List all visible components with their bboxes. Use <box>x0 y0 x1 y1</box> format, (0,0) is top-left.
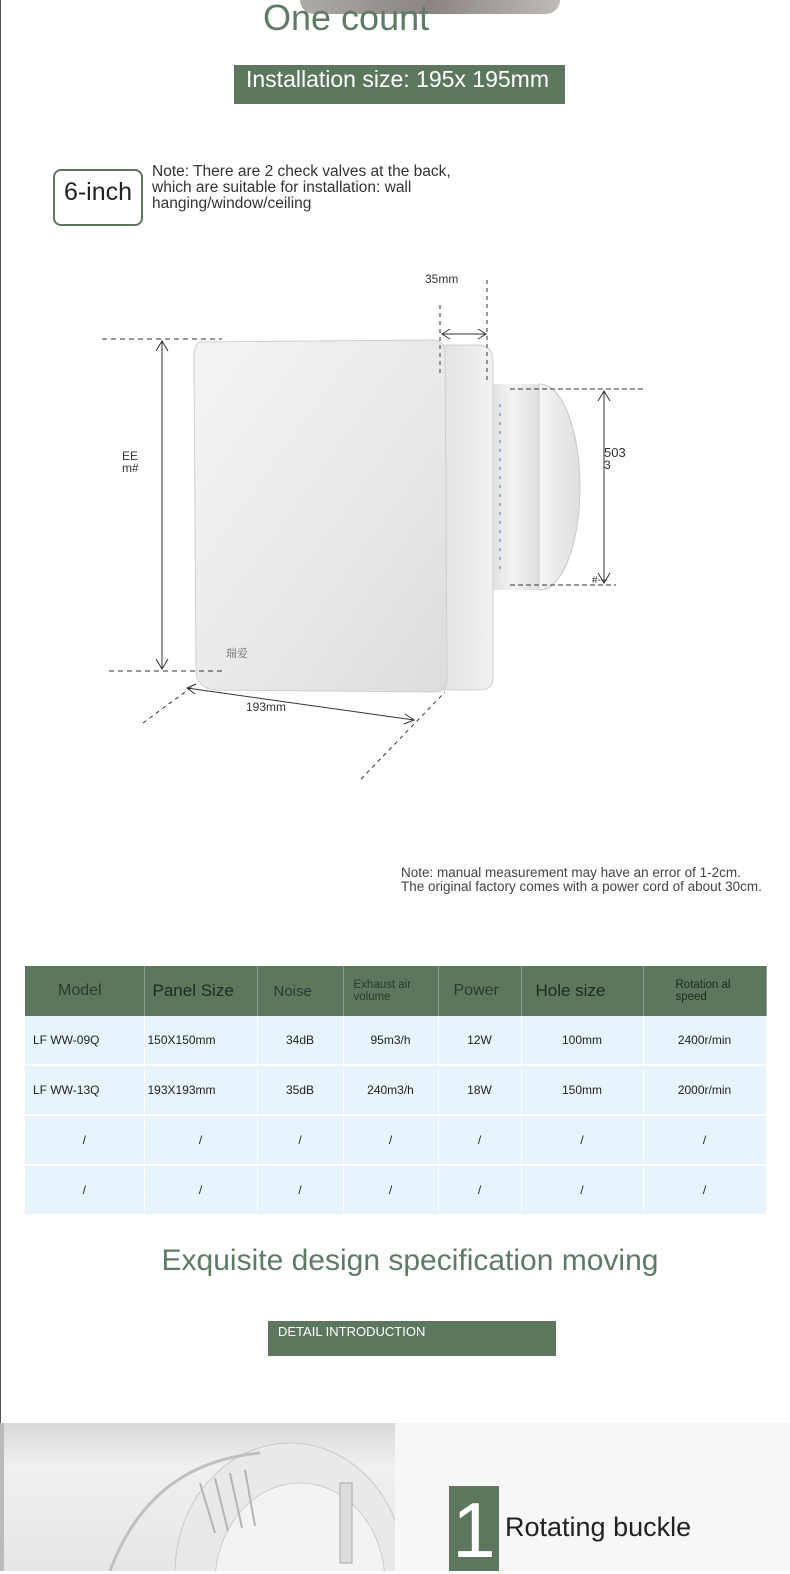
depth-dimension-label: 35mm <box>425 272 459 286</box>
size-badge: 6-inch <box>53 169 143 226</box>
brand-logo-icon: 瑞爱 <box>226 647 248 660</box>
measurement-note-line-1: Note: manual measurement may have an error of 1-2cm. <box>401 865 741 880</box>
detail-introduction-banner: DETAIL INTRODUCTION <box>268 1321 556 1356</box>
table-cell: 2000r/min <box>643 1065 766 1115</box>
width-dimension-label: 193mm <box>246 700 287 714</box>
measurement-note <box>401 866 762 894</box>
table-cell: / <box>343 1165 438 1215</box>
header-panel-size: Panel Size <box>144 966 257 1016</box>
header-exhaust-air-volume: Exhaust air volume <box>343 966 438 1016</box>
pipe-bottom-label: #--- <box>592 575 608 586</box>
height-dimension-label: EE <box>122 449 139 463</box>
table-cell: 12W <box>438 1016 521 1065</box>
table-cell: LF WW-09Q <box>25 1016 144 1065</box>
table-cell: 240m3/h <box>343 1065 438 1115</box>
installation-size-banner: Installation size: 195x 195mm <box>234 65 565 104</box>
header-hole-size: Hole size <box>521 966 643 1016</box>
table-cell: 35dB <box>257 1065 343 1115</box>
table-row <box>25 1065 766 1115</box>
rotating-buckle-photo <box>0 1423 395 1571</box>
table-cell: / <box>643 1115 766 1165</box>
table-cell: 150mm <box>521 1065 643 1115</box>
table-cell: 100mm <box>521 1016 643 1065</box>
table-cell: 18W <box>438 1065 521 1115</box>
table-cell: / <box>643 1165 766 1215</box>
measurement-note-line-2: The original factory comes with a power cord of about 30cm. <box>401 879 762 894</box>
table-row <box>25 1115 766 1165</box>
table-cell: / <box>438 1115 521 1165</box>
fan-dimension-drawing <box>0 260 790 800</box>
table-cell: LF WW-13Q <box>25 1065 144 1115</box>
header-power: Power <box>438 966 521 1016</box>
table-cell: / <box>521 1165 643 1215</box>
header-noise: Noise <box>257 966 343 1016</box>
header-rotation-speed: Rotation al speed <box>643 966 766 1016</box>
table-cell: 95m3/h <box>343 1016 438 1065</box>
table-cell: / <box>25 1165 144 1215</box>
table-row <box>25 1016 766 1065</box>
fan-body <box>194 340 580 692</box>
spec-table <box>25 966 767 1216</box>
design-section-title: Exquisite design specification moving <box>161 1244 659 1277</box>
pipe-dimension-label: 503 <box>604 445 626 460</box>
table-cell: / <box>343 1115 438 1165</box>
page-title: One count <box>263 0 430 38</box>
table-row <box>25 1165 766 1215</box>
table-cell: / <box>438 1165 521 1215</box>
table-cell: 2400r/min <box>643 1016 766 1065</box>
spec-table-header <box>25 966 766 1016</box>
table-cell: / <box>521 1115 643 1165</box>
table-cell: / <box>25 1115 144 1165</box>
table-cell: 150X150mm <box>144 1016 257 1065</box>
feature-number: 1 <box>449 1486 499 1571</box>
table-cell: 193X193mm <box>144 1065 257 1115</box>
table-cell: / <box>144 1165 257 1215</box>
header-model: Model <box>25 966 144 1016</box>
feature-title: Rotating buckle <box>505 1512 692 1542</box>
height-dimension-label-2: m# <box>122 461 139 475</box>
fan-closeup-illustration <box>0 1423 395 1571</box>
table-cell: / <box>257 1165 343 1215</box>
table-cell: / <box>257 1115 343 1165</box>
table-cell: 34dB <box>257 1016 343 1065</box>
table-cell: / <box>144 1115 257 1165</box>
pipe-dimension-label-2: 3 <box>604 458 611 472</box>
installation-note: Note: There are 2 check valves at the back, which are suitable for installation: wall hanging/window/ceiling <box>152 163 451 212</box>
